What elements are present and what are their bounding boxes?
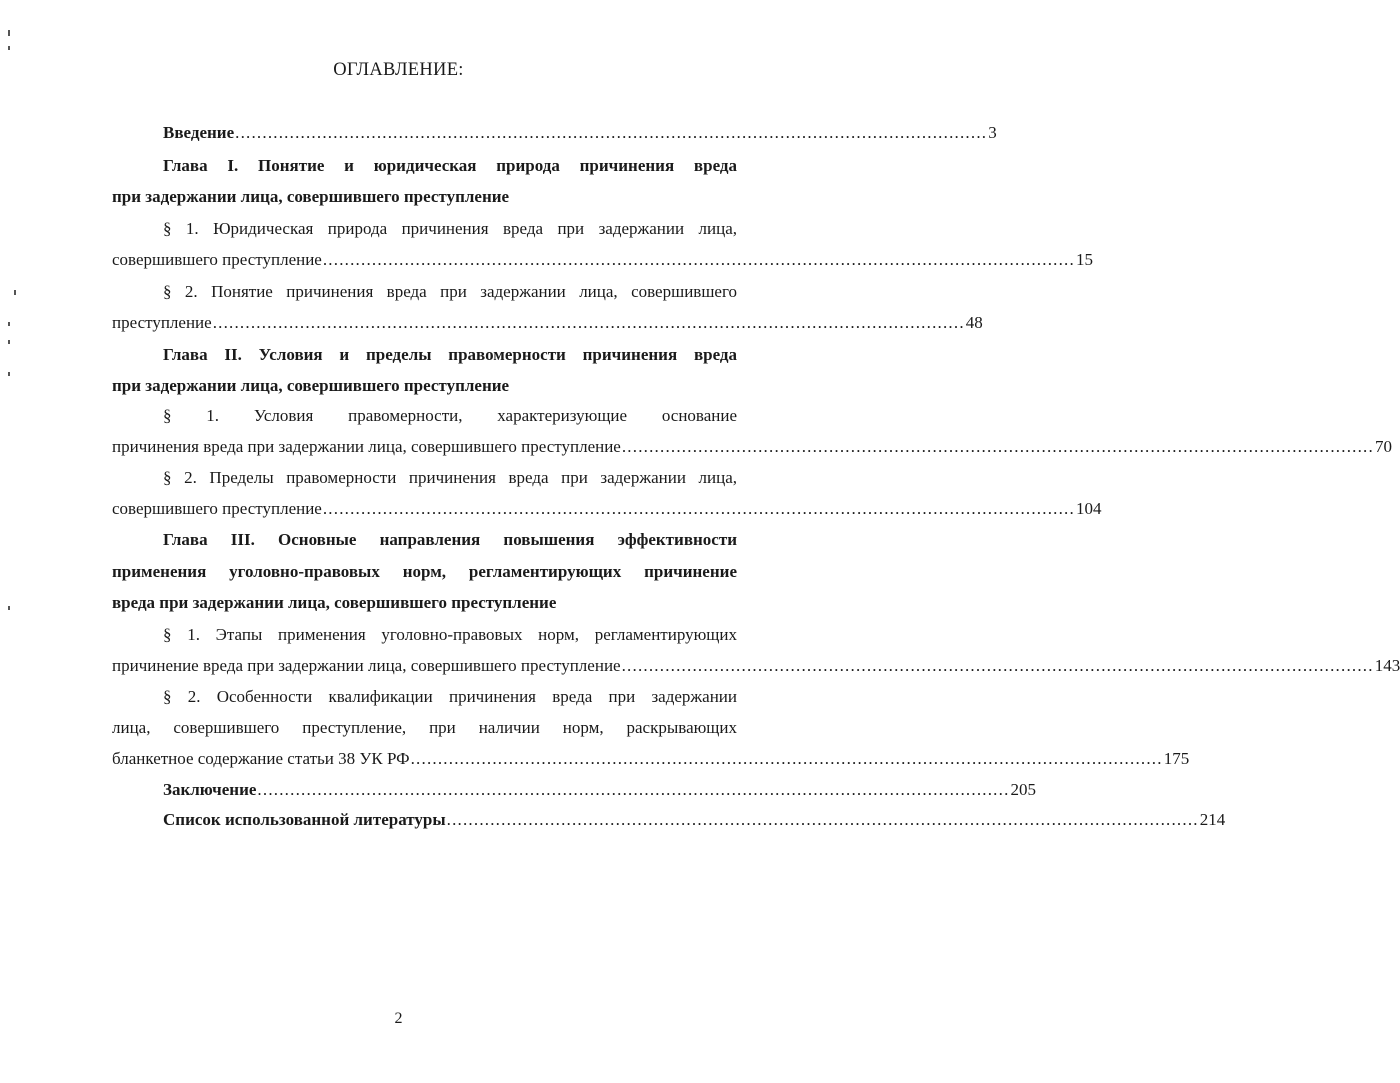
toc-entry-page: 15 (1075, 250, 1093, 269)
leader-dots: .......................................................................................................................................... (212, 313, 965, 332)
chapter-3-heading-line[interactable]: применения уголовно-правовых норм, регламентирующих причинение (112, 562, 737, 581)
toc-entry-page: 214 (1199, 810, 1226, 829)
toc-entry-ch1-s1[interactable] (112, 249, 1093, 271)
toc-entry-page: 70 (1374, 437, 1392, 456)
toc-entry-label: Заключение (163, 780, 257, 799)
toc-entry-page: 3 (988, 123, 997, 142)
toc-entry-page: 175 (1163, 749, 1190, 768)
leader-dots: .......................................................................................................................................... (410, 749, 1163, 768)
toc-entry-ch1-s2-line[interactable]: § 2. Понятие причинения вреда при задержании лица, совершившего (163, 282, 737, 301)
toc-entry-ch3-s2-line[interactable]: лица, совершившего преступление, при наличии норм, раскрывающих (112, 718, 737, 737)
scan-artifact (8, 340, 10, 344)
toc-entry-ch2-s1[interactable] (112, 436, 1392, 458)
chapter-2-heading-line[interactable]: при задержании лица, совершившего преступление (112, 376, 510, 395)
toc-entry-label: бланкетное содержание статьи 38 УК РФ (112, 749, 410, 768)
toc-entry-label: причинения вреда при задержании лица, совершившего преступление (112, 437, 621, 456)
toc-entry-ch2-s2-line[interactable]: § 2. Пределы правомерности причинения вреда при задержании лица, (163, 468, 737, 487)
scan-artifact (8, 322, 10, 326)
toc-entry-label: совершившего преступление (112, 250, 322, 269)
toc-entry-ch2-s2[interactable] (112, 498, 1102, 520)
toc-entry-page: 104 (1075, 499, 1102, 518)
toc-entry-ch3-s2-line[interactable]: § 2. Особенности квалификации причинения вреда при задержании (163, 687, 737, 706)
toc-entry-page: 205 (1010, 780, 1037, 799)
leader-dots: .......................................................................................................................................... (322, 250, 1075, 269)
toc-title: ОГЛАВЛЕНИЕ: (333, 60, 464, 80)
toc-entry-label: Введение (163, 123, 235, 142)
toc-entry-label: преступление (112, 313, 212, 332)
scan-artifact (14, 290, 16, 295)
chapter-1-heading-line[interactable]: Глава I. Понятие и юридическая природа причинения вреда (163, 156, 737, 175)
leader-dots: .......................................................................................................................................... (446, 810, 1199, 829)
leader-dots: .......................................................................................................................................... (322, 499, 1075, 518)
toc-entry-label: совершившего преступление (112, 499, 322, 518)
leader-dots: .......................................................................................................................................... (235, 123, 988, 142)
leader-dots: .......................................................................................................................................... (257, 780, 1010, 799)
page-number: 2 (394, 1010, 403, 1027)
scan-artifact (8, 30, 10, 36)
toc-entry-conclusion[interactable] (163, 779, 1037, 801)
toc-entry-page: 143 (1374, 656, 1400, 675)
toc-entry-ch2-s1-line[interactable]: § 1. Условия правомерности, характеризующие основание (163, 406, 737, 425)
scan-artifact (8, 372, 10, 376)
leader-dots: .......................................................................................................................................... (621, 437, 1374, 456)
toc-entry-intro[interactable] (163, 122, 997, 144)
chapter-3-heading-line[interactable]: вреда при задержании лица, совершившего преступление (112, 593, 557, 612)
toc-entry-page: 48 (965, 313, 983, 332)
toc-entry-ch3-s1[interactable] (112, 655, 1400, 677)
toc-entry-bibliography[interactable] (163, 809, 1226, 831)
leader-dots: .......................................................................................................................................... (621, 656, 1374, 675)
toc-entry-ch1-s1-line[interactable]: § 1. Юридическая природа причинения вреда при задержании лица, (163, 219, 737, 238)
toc-entry-label: Список использованной литературы (163, 810, 446, 829)
scan-artifact (8, 606, 10, 610)
toc-entry-ch3-s2[interactable] (112, 748, 1190, 770)
toc-entry-ch1-s2[interactable] (112, 312, 983, 334)
toc-entry-label: причинение вреда при задержании лица, совершившего преступление (112, 656, 621, 675)
chapter-2-heading-line[interactable]: Глава II. Условия и пределы правомерности причинения вреда (163, 345, 737, 364)
scan-artifact (8, 46, 10, 50)
chapter-1-heading-line[interactable]: при задержании лица, совершившего преступление (112, 187, 510, 206)
toc-entry-ch3-s1-line[interactable]: § 1. Этапы применения уголовно-правовых норм, регламентирующих (163, 625, 737, 644)
chapter-3-heading-line[interactable]: Глава III. Основные направления повышения эффективности (163, 530, 737, 549)
